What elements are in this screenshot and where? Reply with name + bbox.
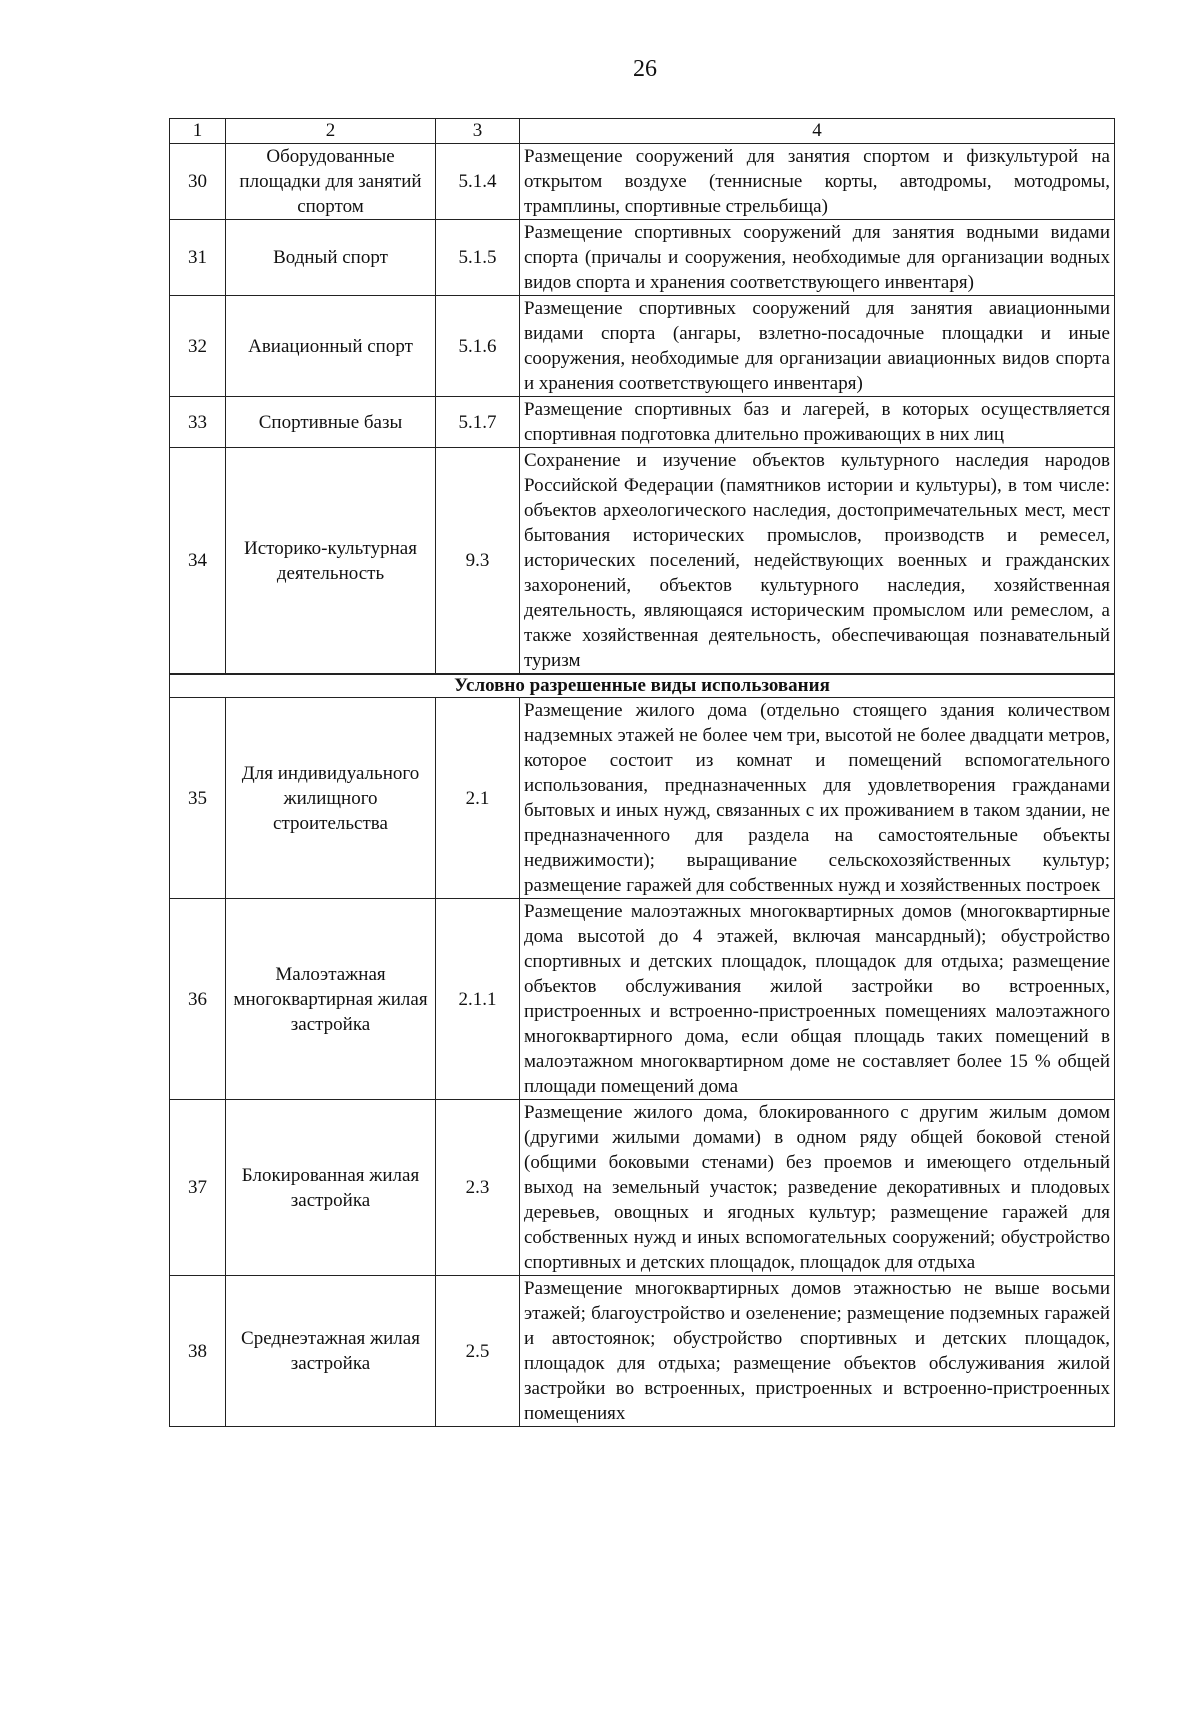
use-type-description: Размещение жилого дома, блокированного с другим жилым домом (другими жилыми домами) в одном ряду общей боковой стеной (общими боковыми стенами) без проемов и имеющего отдельный выход на земельный участок; разведение декоративных и плодовых деревьев, овощных и ягодных культур; размещение гаражей для собственных нужд и иных вспомогательных сооружений; обустройство спортивных и детских площадок, площадок для отдыха	[520, 1100, 1115, 1276]
row-number: 32	[170, 296, 226, 397]
table-header-row	[170, 119, 1115, 144]
section-header-row	[170, 674, 1115, 698]
use-type-description: Размещение спортивных сооружений для занятия авиационными видами спорта (ангары, взлетно-посадочные площадки и иные сооружения, необходимые для организации авиационных видов спорта и хранения соответствующего инвентаря)	[520, 296, 1115, 397]
table-row	[170, 899, 1115, 1100]
row-number: 36	[170, 899, 226, 1100]
row-number: 37	[170, 1100, 226, 1276]
use-type-description: Размещение малоэтажных многоквартирных домов (многоквартирные дома высотой до 4 этажей, включая мансардный); обустройство спортивных и детских площадок, площадок для отдыха; размещение объектов обслуживания жилой застройки во встроенных, пристроенных и встроенно-пристроенных помещениях малоэтажного многоквартирного дома, если общая площадь таких помещений в малоэтажном многоквартирном доме не составляет более 15 % общей площади помещений дома	[520, 899, 1115, 1100]
use-type-code: 5.1.4	[436, 144, 520, 220]
column-header-4: 4	[520, 119, 1115, 144]
use-type-description: Размещение жилого дома (отдельно стоящего здания количеством надземных этажей не более чем три, высотой не более двадцати метров, которое состоит из комнат и помещений вспомогательного использования, предназначенных для удовлетворения гражданами бытовых и иных нужд, связанных с их проживанием в таком здании, не предназначенного для раздела на самостоятельные объекты недвижимости); выращивание сельскохозяйственных культур; размещение гаражей для собственных нужд и хозяйственных построек	[520, 698, 1115, 899]
page-number: 26	[633, 56, 657, 82]
use-type-name: Водный спорт	[226, 220, 436, 296]
land-use-table	[169, 118, 1115, 1427]
section-title: Условно разрешенные виды использования	[170, 674, 1115, 698]
row-number: 38	[170, 1276, 226, 1427]
use-type-description: Размещение спортивных баз и лагерей, в которых осуществляется спортивная подготовка длительно проживающих в них лиц	[520, 397, 1115, 448]
table-row	[170, 1276, 1115, 1427]
table-row	[170, 1100, 1115, 1276]
use-type-name: Для индивидуального жилищного строительства	[226, 698, 436, 899]
column-header-2: 2	[226, 119, 436, 144]
table-row	[170, 144, 1115, 220]
table-row	[170, 296, 1115, 397]
use-type-description: Размещение многоквартирных домов этажностью не выше восьми этажей; благоустройство и озеленение; размещение подземных гаражей и автостоянок; обустройство спортивных и детских площадок, площадок для отдыха; размещение объектов обслуживания жилой застройки во встроенных, пристроенных и встроенно-пристроенных помещениях	[520, 1276, 1115, 1427]
column-header-3: 3	[436, 119, 520, 144]
row-number: 35	[170, 698, 226, 899]
use-type-code: 5.1.5	[436, 220, 520, 296]
table-row	[170, 698, 1115, 899]
use-type-code: 5.1.6	[436, 296, 520, 397]
row-number: 33	[170, 397, 226, 448]
use-type-code: 2.1	[436, 698, 520, 899]
use-type-name: Спортивные базы	[226, 397, 436, 448]
row-number: 30	[170, 144, 226, 220]
use-type-description: Размещение сооружений для занятия спортом и физкультурой на открытом воздухе (теннисные корты, автодромы, мотодромы, трамплины, спортивные стрельбища)	[520, 144, 1115, 220]
row-number: 34	[170, 448, 226, 675]
use-type-code: 2.3	[436, 1100, 520, 1276]
use-type-name: Оборудованные площадки для занятий спортом	[226, 144, 436, 220]
row-number: 31	[170, 220, 226, 296]
use-type-description: Размещение спортивных сооружений для занятия водными видами спорта (причалы и сооружения, необходимые для организации водных видов спорта и хранения соответствующего инвентаря)	[520, 220, 1115, 296]
use-type-code: 2.1.1	[436, 899, 520, 1100]
table-row	[170, 220, 1115, 296]
use-type-name: Историко-культурная деятельность	[226, 448, 436, 675]
column-header-1: 1	[170, 119, 226, 144]
table-row	[170, 397, 1115, 448]
use-type-code: 9.3	[436, 448, 520, 675]
use-type-description: Сохранение и изучение объектов культурного наследия народов Российской Федерации (памятников истории и культуры), в том числе: объектов археологического наследия, достопримечательных мест, мест бытования исторических промыслов, производств и ремесел, исторических поселений, недействующих военных и гражданских захоронений, объектов культурного наследия, хозяйственная деятельность, являющаяся историческим промыслом или ремеслом, а также хозяйственная деятельность, обеспечивающая познавательный туризм	[520, 448, 1115, 675]
use-type-name: Авиационный спорт	[226, 296, 436, 397]
table-row	[170, 448, 1115, 675]
use-type-code: 2.5	[436, 1276, 520, 1427]
use-type-name: Среднеэтажная жилая застройка	[226, 1276, 436, 1427]
use-type-code: 5.1.7	[436, 397, 520, 448]
use-type-name: Блокированная жилая застройка	[226, 1100, 436, 1276]
use-type-name: Малоэтажная многоквартирная жилая застройка	[226, 899, 436, 1100]
